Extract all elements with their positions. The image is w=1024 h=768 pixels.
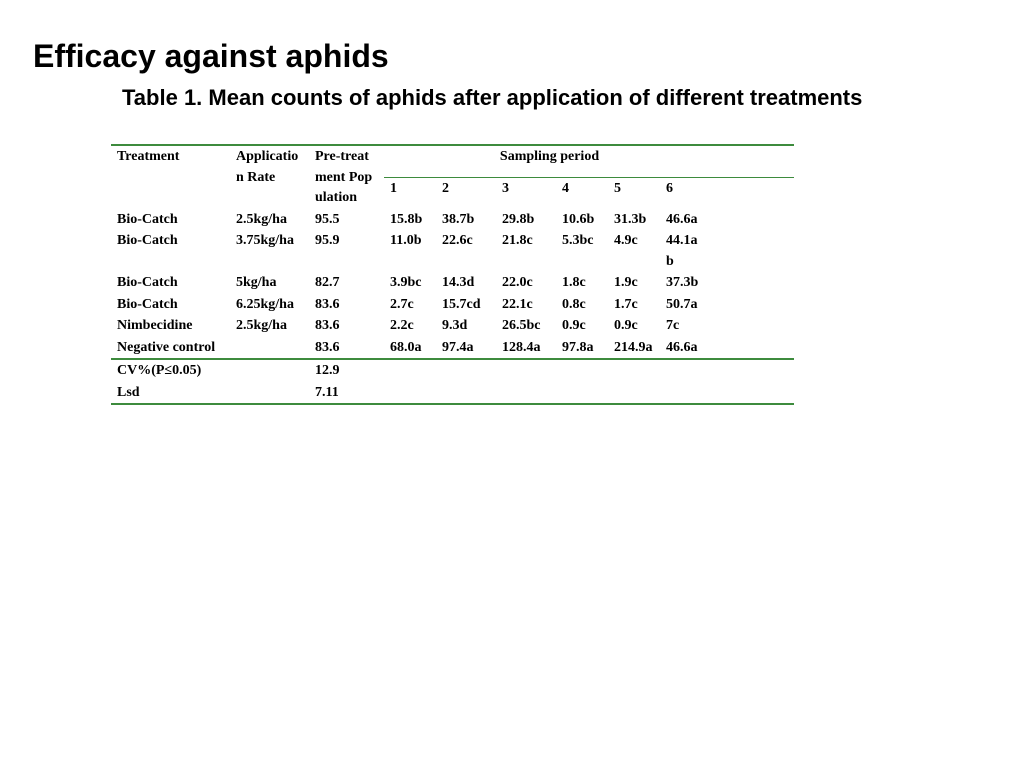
cell-treatment: Nimbecidine: [117, 318, 193, 333]
header-period: 4: [562, 180, 569, 196]
cell-value: 97.4a: [442, 339, 474, 355]
cell-value: 1.7c: [614, 296, 638, 312]
header-application-rate: Application Rate: [230, 145, 309, 209]
table-caption: Table 1. Mean counts of aphids after application of different treatments: [122, 85, 863, 110]
cell-value: 46.6a: [666, 211, 698, 227]
cell-value: 0.9c: [562, 318, 586, 333]
table-row: [111, 209, 794, 231]
cell-value: 128.4a: [502, 339, 541, 355]
cell-value: 10.6b: [562, 211, 595, 227]
stat-label: CV%(P≤0.05): [111, 359, 309, 382]
cell-value: 2.2c: [390, 318, 414, 333]
header-treatment: Treatment: [111, 145, 230, 209]
header-period: 5: [614, 180, 621, 196]
empty-cell: [384, 359, 794, 382]
cell-value: 0.8c: [562, 296, 586, 312]
cell-value: 22.1c: [502, 296, 533, 312]
cell-value: 22.6c: [442, 233, 473, 248]
cell-pre: 83.6: [315, 296, 340, 312]
header-period: 2: [442, 180, 449, 196]
table-row: [111, 230, 794, 272]
header-period: 1: [390, 180, 397, 196]
cell-value: 15.8b: [390, 211, 423, 227]
cell-pre: 95.5: [315, 211, 340, 227]
header-sampling-period: Sampling period: [384, 145, 794, 177]
header-row: [111, 145, 794, 177]
cell-treatment: Bio-Catch: [117, 233, 178, 248]
empty-cell: [384, 382, 794, 405]
cell-value: 31.3b: [614, 211, 647, 227]
header-period: 6: [666, 180, 673, 196]
cell-value: 44.1ab: [666, 233, 698, 269]
cell-treatment: Bio-Catch: [117, 296, 178, 312]
cell-rate: 2.5kg/ha: [236, 211, 287, 227]
cell-value: 0.9c: [614, 318, 638, 333]
cell-pre: 83.6: [315, 318, 340, 333]
cell-value: 50.7a: [666, 296, 698, 312]
cell-pre: 83.6: [315, 339, 340, 355]
table-row: [111, 272, 794, 294]
aphid-counts-table-container: [111, 144, 794, 405]
cell-value: 38.7b: [442, 211, 475, 227]
cell-value: 9.3d: [442, 318, 468, 333]
stats-row-cv: [111, 359, 794, 382]
cell-value: 26.5bc: [502, 318, 541, 333]
cell-value: 22.0c: [502, 275, 533, 290]
cell-value: 2.7c: [390, 296, 414, 312]
cell-value: 46.6a: [666, 339, 698, 355]
cell-treatment: Bio-Catch: [117, 211, 178, 227]
cell-treatment: Negative control: [117, 339, 216, 355]
cell-value: 214.9a: [614, 339, 653, 355]
aphid-counts-table: [111, 144, 794, 405]
table-row: [111, 294, 794, 316]
stats-row-lsd: [111, 382, 794, 405]
cell-value: 1.9c: [614, 275, 638, 290]
slide-title: Efficacy against aphids: [33, 38, 389, 74]
cell-value: 3.9bc: [390, 275, 422, 290]
cell-rate: 5kg/ha: [236, 275, 277, 290]
stat-value: 12.9: [309, 359, 384, 382]
cell-rate: 6.25kg/ha: [236, 296, 294, 312]
cell-rate: 2.5kg/ha: [236, 318, 287, 333]
cell-value: 37.3b: [666, 275, 699, 290]
header-pre-treatment-population: Pre-treatment Population: [309, 145, 384, 209]
cell-value: 68.0a: [390, 339, 422, 355]
stat-value: 7.11: [309, 382, 384, 405]
cell-rate: [230, 337, 309, 360]
cell-value: 14.3d: [442, 275, 475, 290]
cell-value: 21.8c: [502, 233, 533, 248]
table-row: [111, 337, 794, 360]
cell-value: 15.7cd: [442, 296, 481, 312]
stat-label: Lsd: [111, 382, 309, 405]
cell-value: 11.0b: [390, 233, 422, 248]
cell-pre: 82.7: [315, 275, 340, 290]
cell-value: 97.8a: [562, 339, 594, 355]
cell-rate: 3.75kg/ha: [236, 233, 294, 248]
header-period: 3: [502, 180, 509, 196]
cell-value: 4.9c: [614, 233, 638, 248]
table-row: [111, 315, 794, 337]
cell-value: 5.3bc: [562, 233, 594, 248]
cell-treatment: Bio-Catch: [117, 275, 178, 290]
cell-value: 1.8c: [562, 275, 586, 290]
cell-value: 7c: [666, 318, 680, 333]
cell-value: 29.8b: [502, 211, 535, 227]
cell-pre: 95.9: [315, 233, 340, 248]
